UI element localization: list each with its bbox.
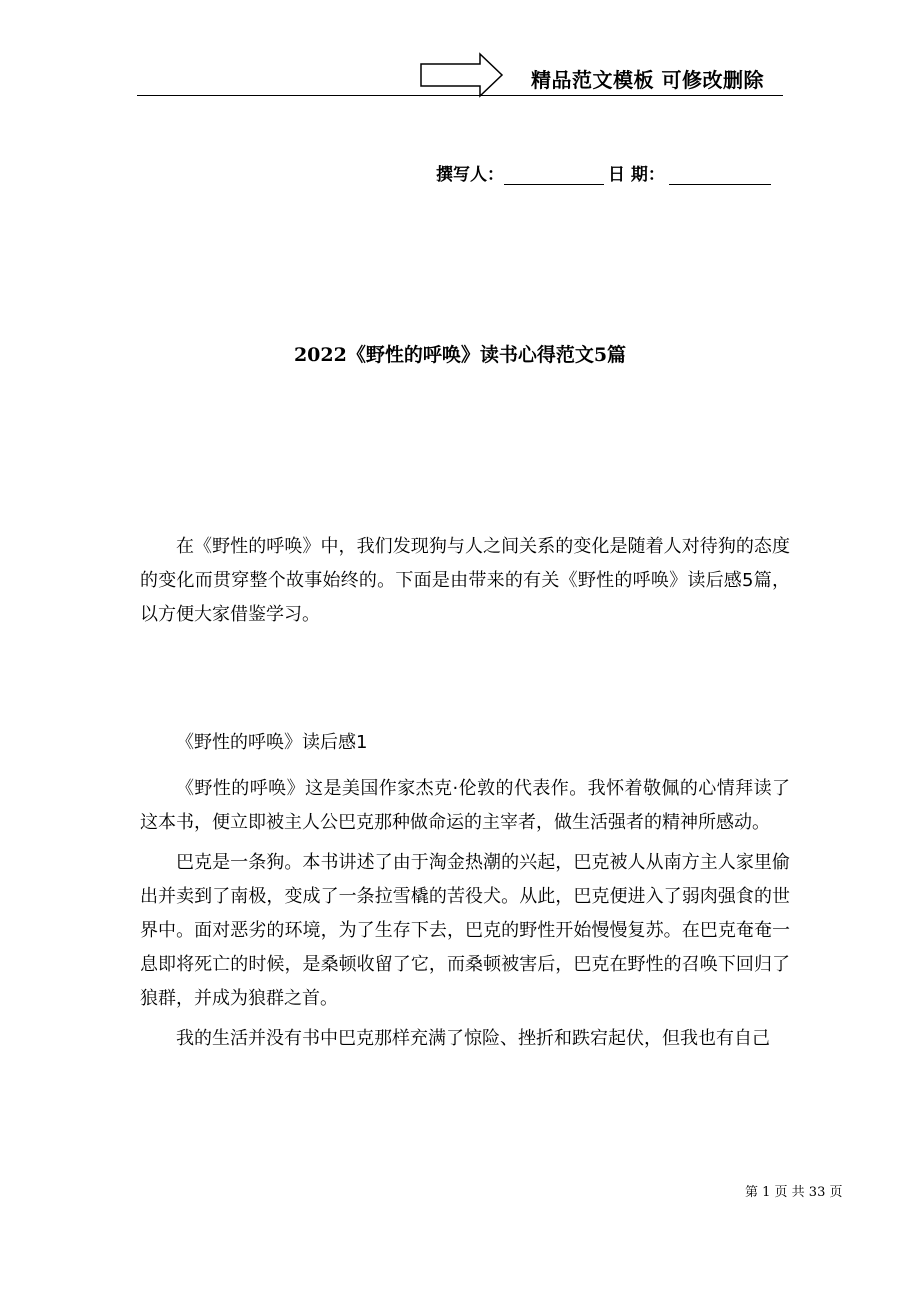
author-date-line [436, 160, 771, 185]
author-label: 撰写人： [436, 165, 504, 185]
arrow-icon [420, 52, 504, 98]
body-paragraph: 《野性的呼唤》这是美国作家杰克·伦敦的代表作。我怀着敬佩的心情拜读了这本书，便立即被主人公巴克那种做命运的主宰者，做生活强者的精神所感动。 [140, 778, 790, 833]
document-title: 2022《野性的呼唤》读书心得范文5篇 [293, 344, 627, 366]
body-paragraph: 巴克是一条狗。本书讲述了由于淘金热潮的兴起，巴克被人从南方主人家里偷出并卖到了南极，变成了一条拉雪橇的苦役犬。从此，巴克便进入了弱肉强食的世界中。面对恶劣的环境，为了生存下去，巴克的野性开始慢慢复苏。在巴克奄奄一息即将死亡的时候，是桑顿收留了它，而桑顿被害后，巴克在野性的召唤下回归了狼群，并成为狼群之首。 [140, 852, 790, 1009]
intro-block [140, 530, 790, 632]
date-label: 日 期： [608, 165, 665, 185]
author-blank [504, 164, 604, 185]
date-blank [669, 164, 771, 185]
intro-paragraph: 在《野性的呼唤》中，我们发现狗与人之间关系的变化是随着人对待狗的态度的变化而贯穿整个故事始终的。下面是由带来的有关《野性的呼唤》读后感5篇，以方便大家借鉴学习。 [140, 536, 790, 625]
body-paragraph: 我的生活并没有书中巴克那样充满了惊险、挫折和跌宕起伏，但我也有自己 [176, 1028, 770, 1049]
page-footer: 第 1 页 共 33 页 [745, 1185, 843, 1200]
section-heading: 《野性的呼唤》读后感1 [176, 732, 368, 753]
body-block [140, 772, 790, 1056]
header-banner: 精品范文模板 可修改删除 [531, 68, 764, 92]
header-divider [137, 95, 783, 96]
